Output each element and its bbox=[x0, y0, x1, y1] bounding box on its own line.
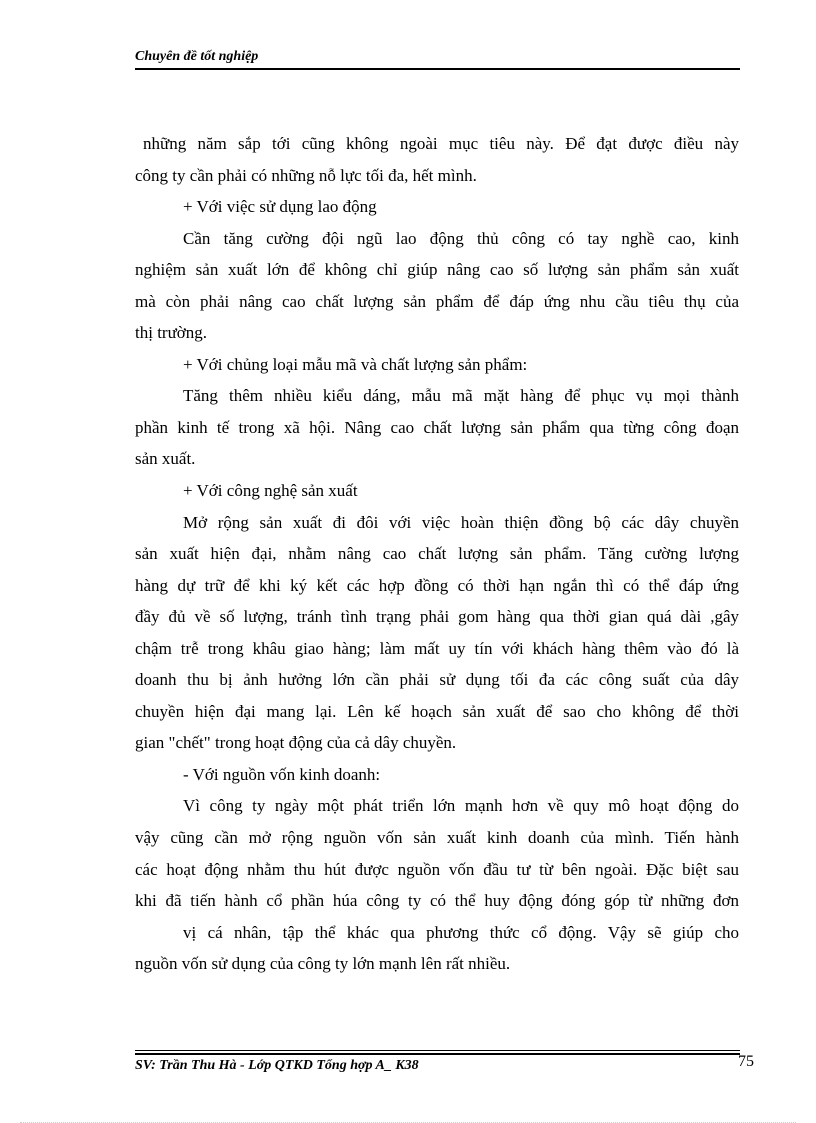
text-line: Mở rộng sản xuất đi đôi với việc hoàn thiện đồng bộ các dây chuyền bbox=[183, 512, 739, 532]
text-line: mà còn phải nâng cao chất lượng sản phẩm để đáp ứng nhu cầu tiêu thụ của bbox=[135, 291, 739, 311]
text-line: chậm trễ trong khâu giao hàng; làm mất uy tín với khách hàng thêm vào đó là bbox=[135, 638, 739, 658]
text-line: + Với việc sử dụng lao động bbox=[183, 197, 377, 217]
header-rule bbox=[135, 68, 740, 70]
text-line: - Với nguồn vốn kinh doanh: bbox=[183, 764, 381, 784]
footer-author: SV: Trần Thu Hà - Lớp QTKD Tổng hợp A_ K38 bbox=[135, 1058, 419, 1073]
page-header-title: Chuyên đề tốt nghiệp bbox=[135, 49, 259, 64]
footer-rule-thick bbox=[135, 1053, 740, 1055]
text-line: Cần tăng cường đội ngũ lao động thủ công có tay nghề cao, kinh bbox=[183, 228, 739, 248]
footer-rule-thin bbox=[135, 1050, 740, 1051]
text-line: chuyền hiện đại mang lại. Lên kế hoạch sản xuất để sao cho không để thời bbox=[135, 701, 739, 721]
text-line: nguồn vốn sử dụng của công ty lớn mạnh lên rất nhiều. bbox=[135, 954, 511, 974]
text-line: Tăng thêm nhiều kiểu dáng, mẫu mã mặt hàng để phục vụ mọi thành bbox=[183, 386, 739, 406]
text-line: đầy đủ về số lượng, tránh tình trạng phải gom hàng qua thời gian quá dài ,gây bbox=[135, 607, 739, 627]
text-line: Vì công ty ngày một phát triển lớn mạnh hơn về quy mô hoạt động do bbox=[183, 796, 739, 816]
text-line: sản xuất. bbox=[135, 449, 196, 469]
text-line: công ty cần phải có những nỗ lực tối đa, hết mình. bbox=[135, 165, 477, 185]
text-line: vậy cũng cần mở rộng nguồn vốn sản xuất kinh doanh của mình. Tiến hành bbox=[135, 828, 739, 848]
text-line: doanh thu bị ảnh hưởng lớn cần phải sử dụng tối đa các công suất của dây bbox=[135, 670, 739, 690]
text-line: sản xuất hiện đại, nhằm nâng cao chất lượng sản phẩm. Tăng cường lượng bbox=[135, 544, 739, 564]
text-line: phần kinh tế trong xã hội. Nâng cao chất lượng sản phẩm qua từng công đoạn bbox=[135, 417, 739, 437]
page-number: 75 bbox=[738, 1053, 754, 1070]
body-text bbox=[135, 128, 739, 980]
text-line: nghiệm sản xuất lớn để không chỉ giúp nâng cao số lượng sản phẩm sản xuất bbox=[135, 260, 739, 280]
text-line: các hoạt động nhằm thu hút được nguồn vốn đầu tư từ bên ngoài. Đặc biệt sau bbox=[135, 859, 739, 879]
text-line: thị trường. bbox=[135, 323, 208, 343]
text-line: + Với chủng loại mẫu mã và chất lượng sản phẩm: bbox=[183, 354, 528, 374]
text-line: hàng dự trữ để khi ký kết các hợp đồng có thời hạn ngắn thì có thể đáp ứng bbox=[135, 575, 739, 595]
text-line: vị cá nhân, tập thể khác qua phương thức cổ động. Vậy sẽ giúp cho bbox=[183, 922, 739, 942]
text-line: khi đã tiến hành cổ phần húa công ty có thể huy động đóng góp từ những đơn bbox=[135, 891, 739, 911]
text-line: + Với công nghệ sản xuất bbox=[183, 481, 358, 501]
text-line: những năm sắp tới cũng không ngoài mục tiêu này. Để đạt được điều này bbox=[143, 134, 739, 153]
text-line: gian "chết" trong hoạt động của cả dây chuyền. bbox=[135, 733, 457, 753]
